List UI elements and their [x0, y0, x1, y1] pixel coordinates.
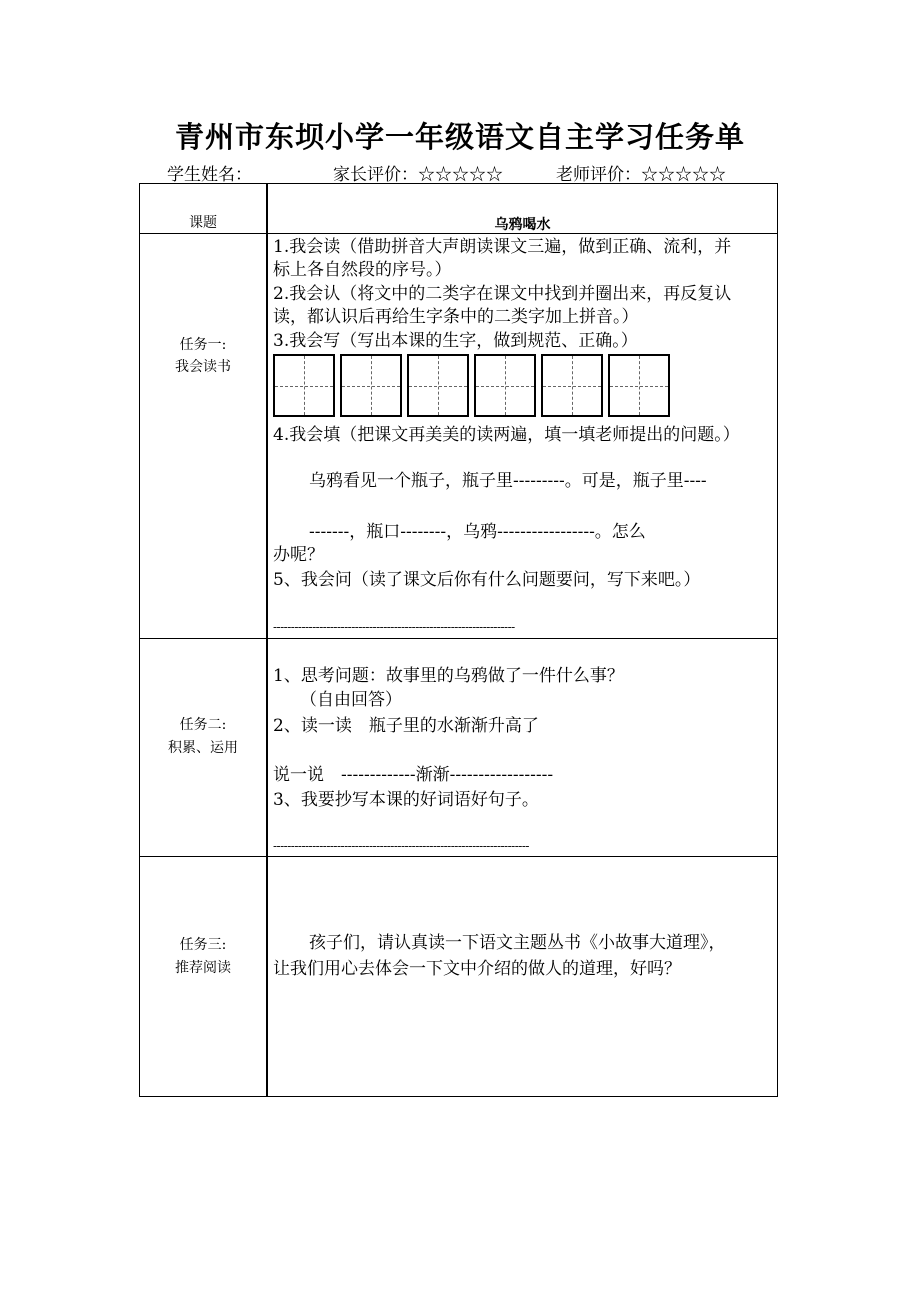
parent-evaluation: 家长评价：☆☆☆☆☆: [333, 165, 503, 185]
row-divider: [140, 856, 777, 857]
writing-grid-box[interactable]: [407, 354, 469, 417]
task-table: [139, 183, 778, 1097]
task2-say-sentence: 说一说 -------------渐渐------------------: [273, 765, 554, 785]
task1-item1-line2: 标上各自然段的序号。）: [273, 260, 452, 280]
task2-label-line2: 积累、运用: [168, 740, 238, 756]
writing-grid-box[interactable]: [541, 354, 603, 417]
task3-text-line1: 孩子们，请认真读一下语文主题丛书《小故事大道理》，: [309, 933, 726, 953]
task1-item2-line2: 读，都认识后再给生字条中的二类字加上拼音。）: [273, 307, 639, 327]
writing-grid-box[interactable]: [273, 354, 335, 417]
task3-label-line2: 推荐阅读: [175, 960, 231, 976]
task1-item4: 4.我会填（把课文再美美的读两遍，填一填老师提出的问题。）: [273, 425, 740, 445]
writing-grid-box[interactable]: [340, 354, 402, 417]
task1-fill-line3: 办呢？: [273, 545, 324, 565]
task1-label-line1: 任务一:: [179, 337, 227, 353]
task1-fill-line1: 乌鸦看见一个瓶子，瓶子里---------。可是，瓶子里----: [309, 471, 707, 491]
topic-label: 课题: [189, 215, 217, 231]
task2-question1-answer: （自由回答）: [300, 690, 402, 710]
page-title: 青州市东坝小学一年级语文自主学习任务单: [174, 120, 745, 154]
writing-grid-box[interactable]: [608, 354, 670, 417]
task2-question1: 1、思考问题：故事里的乌鸦做了一件什么事？: [273, 666, 624, 686]
column-divider: [266, 184, 268, 1096]
task2-answer-line[interactable]: ------------------------------------------------------------------------: [273, 839, 529, 853]
task3-text-line2: 让我们用心去体会一下文中介绍的做人的道理，好吗？: [273, 959, 681, 979]
task1-item5: 5、我会问（读了课文后你有什么问题要问，写下来吧。）: [273, 570, 701, 590]
topic-value: 乌鸦喝水: [494, 217, 551, 233]
task1-answer-line[interactable]: --------------------------------------------------------------------: [273, 620, 515, 634]
task1-fill-line2: -------，瓶口--------，乌鸦-----------------。怎么: [309, 522, 646, 542]
student-name-label: 学生姓名：: [167, 165, 252, 185]
task3-label-line1: 任务三:: [179, 937, 227, 953]
task1-item2-line1: 2.我会认（将文中的二类字在课文中找到并圈出来，再反复认: [273, 284, 732, 304]
task2-label-line1: 任务二:: [179, 717, 227, 733]
task2-question2: 2、读一读 瓶子里的水渐渐升高了: [273, 716, 539, 736]
writing-grid-box[interactable]: [474, 354, 536, 417]
teacher-evaluation: 老师评价：☆☆☆☆☆: [556, 165, 726, 185]
task1-label-line2: 我会读书: [175, 359, 231, 375]
task1-item1-line1: 1.我会读（借助拼音大声朗读课文三遍，做到正确、流利，并: [273, 237, 732, 257]
row-divider: [140, 638, 777, 639]
task2-question3: 3、我要抄写本课的好词语好句子。: [273, 790, 539, 810]
task1-item3: 3.我会写（写出本课的生字，做到规范、正确。）: [273, 331, 638, 351]
